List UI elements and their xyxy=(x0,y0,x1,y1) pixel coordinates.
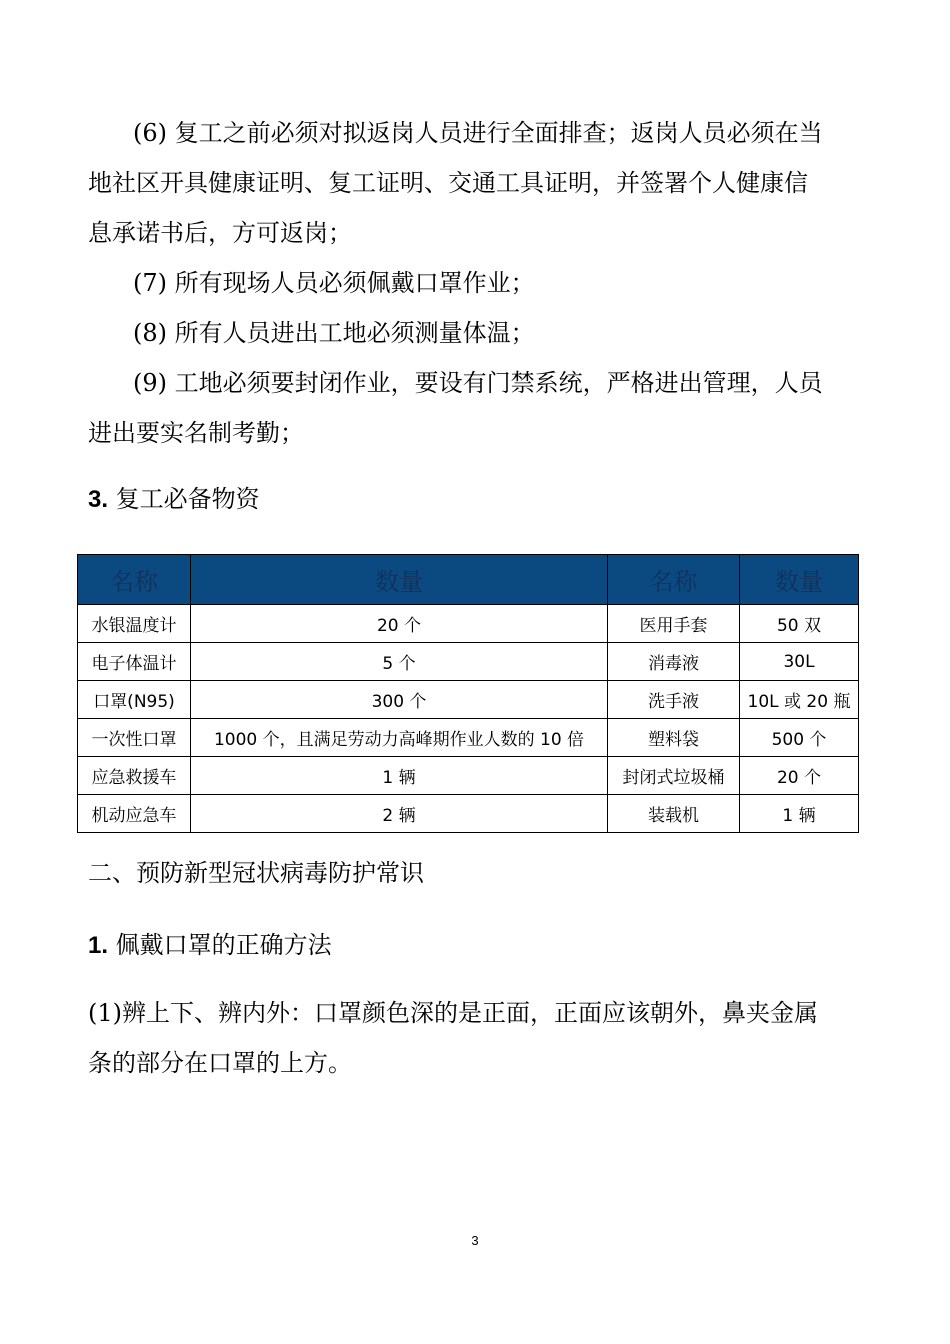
paragraph-6-line-1: (6) 复工之前必须对拟返岗人员进行全面排查；返岗人员必须在当 xyxy=(133,119,823,147)
cell-item-quantity: 300 个 xyxy=(191,681,608,719)
cell-item-quantity: 500 个 xyxy=(740,719,859,757)
cell-item-name: 装载机 xyxy=(608,795,740,833)
cell-item-name: 电子体温计 xyxy=(78,643,191,681)
cell-item-quantity: 20 个 xyxy=(740,757,859,795)
header-name-1: 名称 xyxy=(78,555,191,605)
header-quantity-2: 数量 xyxy=(740,555,859,605)
paragraph-9-line-1: (9) 工地必须要封闭作业，要设有门禁系统，严格进出管理，人员 xyxy=(133,369,823,397)
item-1-line-2: 条的部分在口罩的上方。 xyxy=(88,1049,352,1077)
cell-item-quantity: 10L 或 20 瓶 xyxy=(740,681,859,719)
section-3-heading xyxy=(88,484,260,515)
cell-item-quantity: 1000 个，且满足劳动力高峰期作业人数的 10 倍 xyxy=(191,719,608,757)
cell-item-quantity: 30L xyxy=(740,643,859,681)
paragraph-6-line-3: 息承诺书后，方可返岗； xyxy=(88,219,352,247)
cell-item-name: 医用手套 xyxy=(608,605,740,643)
supplies-table xyxy=(77,554,859,833)
table-row xyxy=(78,681,859,719)
paragraph-8: (8) 所有人员进出工地必须测量体温； xyxy=(133,319,535,347)
cell-item-quantity: 50 双 xyxy=(740,605,859,643)
header-quantity-1: 数量 xyxy=(191,555,608,605)
table-row xyxy=(78,605,859,643)
cell-item-name: 一次性口罩 xyxy=(78,719,191,757)
section-two-heading: 二、预防新型冠状病毒防护常识 xyxy=(88,859,424,887)
cell-item-quantity: 5 个 xyxy=(191,643,608,681)
cell-item-name: 口罩(N95) xyxy=(78,681,191,719)
table-row xyxy=(78,643,859,681)
paragraph-9-line-2: 进出要实名制考勤； xyxy=(88,419,304,447)
table-header-row xyxy=(78,555,859,605)
subsection-1-heading xyxy=(88,930,332,961)
subsection-1-number: 1. xyxy=(88,932,109,959)
table-row xyxy=(78,719,859,757)
cell-item-quantity: 1 辆 xyxy=(740,795,859,833)
paragraph-6-line-2: 地社区开具健康证明、复工证明、交通工具证明，并签署个人健康信 xyxy=(88,169,808,197)
cell-item-name: 封闭式垃圾桶 xyxy=(608,757,740,795)
section-3-title: 复工必备物资 xyxy=(115,485,260,513)
cell-item-name: 水银温度计 xyxy=(78,605,191,643)
item-1-line-1: (1)辨上下、辨内外：口罩颜色深的是正面，正面应该朝外，鼻夹金属 xyxy=(88,999,818,1027)
table-row xyxy=(78,757,859,795)
cell-item-name: 塑料袋 xyxy=(608,719,740,757)
header-name-2: 名称 xyxy=(608,555,740,605)
table-row xyxy=(78,795,859,833)
cell-item-quantity: 20 个 xyxy=(191,605,608,643)
cell-item-name: 消毒液 xyxy=(608,643,740,681)
cell-item-name: 机动应急车 xyxy=(78,795,191,833)
subsection-1-title: 佩戴口罩的正确方法 xyxy=(115,931,332,959)
cell-item-quantity: 2 辆 xyxy=(191,795,608,833)
cell-item-name: 应急救援车 xyxy=(78,757,191,795)
section-3-number: 3. xyxy=(88,486,109,513)
cell-item-quantity: 1 辆 xyxy=(191,757,608,795)
page-number: 3 xyxy=(471,1233,479,1248)
cell-item-name: 洗手液 xyxy=(608,681,740,719)
paragraph-7: (7) 所有现场人员必须佩戴口罩作业； xyxy=(133,269,535,297)
